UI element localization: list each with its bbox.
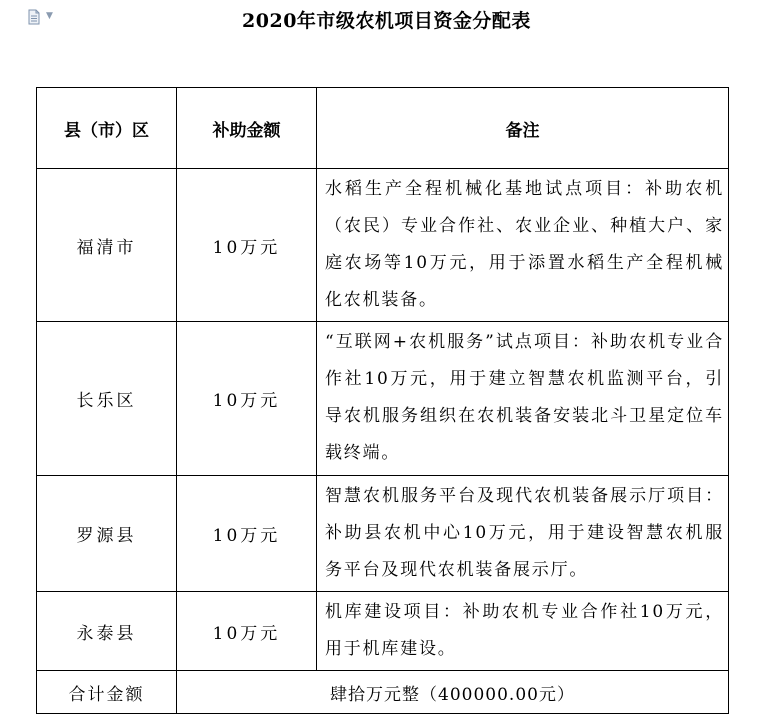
page-title: 2020年市级农机项目资金分配表: [242, 10, 531, 32]
total-value: 肆拾万元整（400000.00元）: [177, 671, 729, 714]
county-cell: 长乐区: [76, 391, 137, 411]
note-cell: 智慧农机服务平台及现代农机装备展示厅项目：补助县农机中心10万元，用于建设智慧农机服务平台及现代农机装备展示厅。: [317, 476, 729, 592]
table-row: [37, 169, 729, 322]
amount-cell: 10万元: [212, 237, 281, 258]
chevron-down-icon[interactable]: ▼: [46, 11, 53, 21]
header-amount: 补助金额: [177, 88, 317, 169]
note-cell: “互联网+农机服务”试点项目：补助农机专业合作社10万元，用于建立智慧农机监测平台，引导农机服务组织在农机装备安装北斗卫星定位车载终端。: [317, 322, 729, 476]
county-cell: 永泰县: [76, 623, 137, 644]
note-cell: 水稻生产全程机械化基地试点项目：补助农机（农民）专业合作社、农业企业、种植大户、家庭农场等10万元，用于添置水稻生产全程机械化农机装备。: [317, 169, 729, 322]
county-cell: 罗源县: [76, 526, 137, 546]
table-row: [37, 322, 729, 476]
header-note: 备注: [317, 88, 729, 169]
county-cell: 福清市: [76, 237, 137, 258]
table-row: [37, 592, 729, 671]
note-cell: 机库建设项目：补助农机专业合作社10万元，用于机库建设。: [317, 592, 729, 671]
table-row: [37, 476, 729, 592]
table-header-row: [37, 88, 729, 169]
amount-cell: 10万元: [212, 526, 281, 546]
total-label: 合计金额: [37, 671, 177, 714]
allocation-table: [36, 87, 729, 714]
total-row: [37, 671, 729, 714]
amount-cell: 10万元: [212, 623, 281, 644]
amount-cell: 10万元: [212, 391, 281, 411]
header-county: 县（市）区: [37, 88, 177, 169]
